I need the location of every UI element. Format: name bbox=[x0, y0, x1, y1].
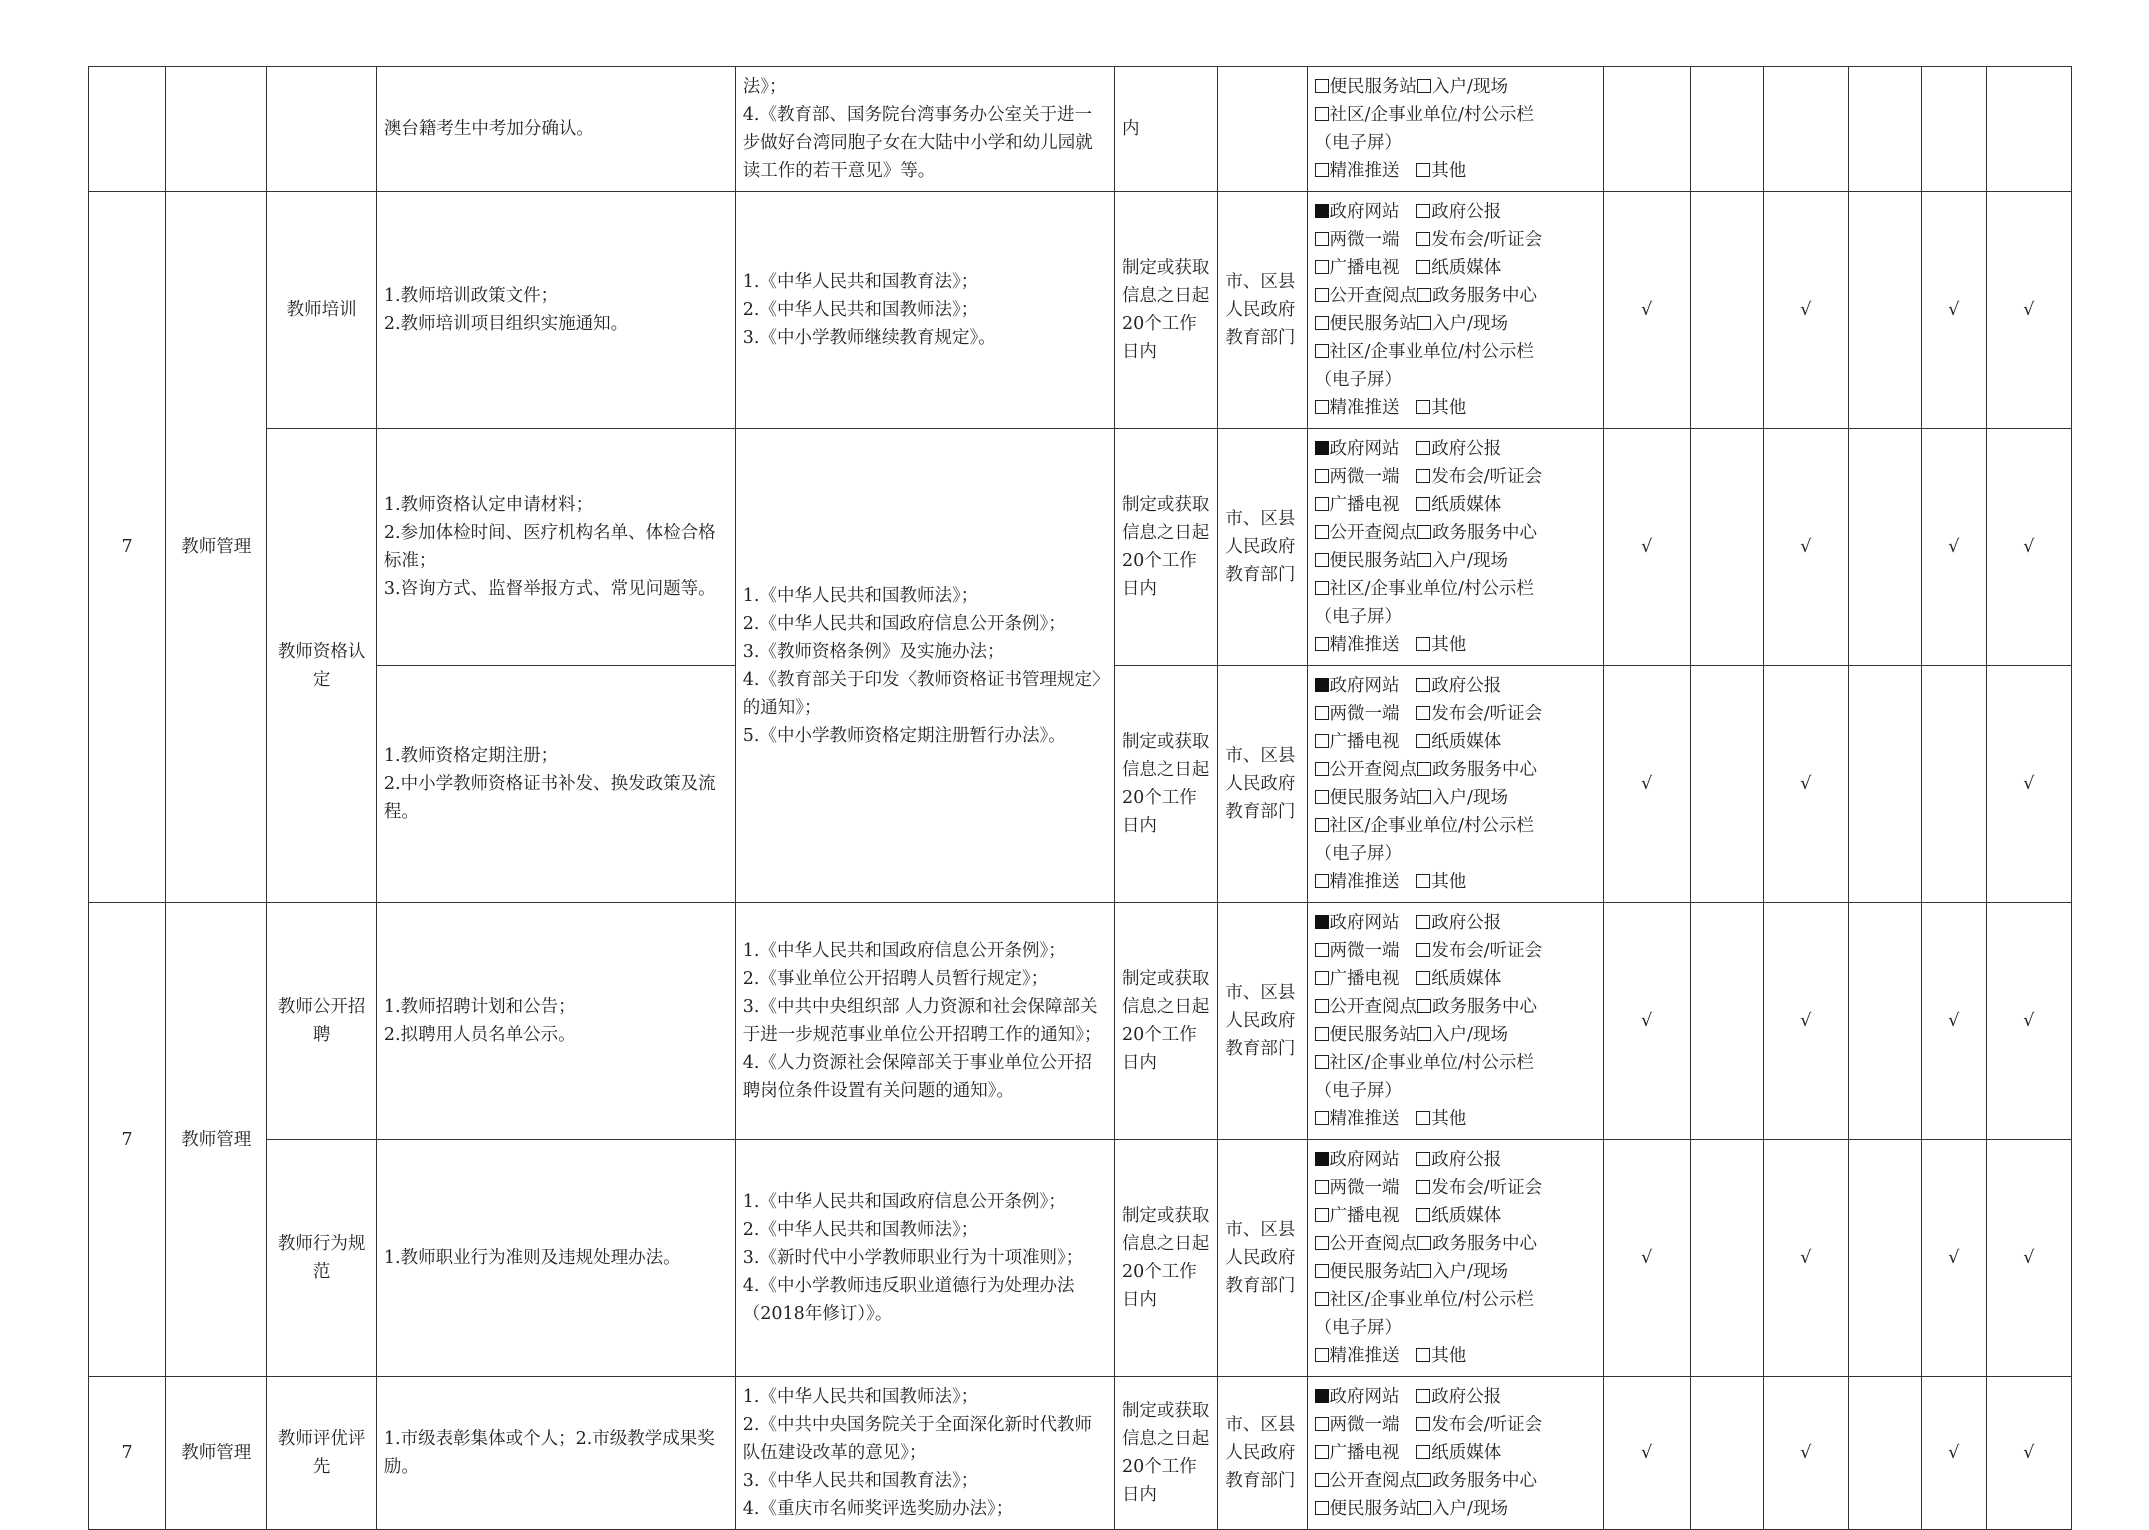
basis-cell: 1.《中华人民共和国政府信息公开条例》； 2.《事业单位公开招聘人员暂行规定》； 3.《中共中央组织部 人力资源和社会保障部关于进一步规范事业单位公开招聘工作的通知》； 4.《人力资源社会保障部关于事业单位公开招聘岗位条件设置有关问题的通知》。 bbox=[735, 903, 1114, 1140]
checkbox-icon bbox=[1315, 288, 1329, 302]
check-mark: √ bbox=[1921, 1140, 1986, 1377]
checkbox-icon bbox=[1315, 1180, 1329, 1194]
checkbox-icon bbox=[1416, 1348, 1430, 1362]
channel-cell: 政府网站 政府公报 两微一端 发布会/听证会 广播电视 纸质媒体 公开查阅点 政务服务中心 便民服务站 入户/现场 社区/企事业单位/村公示栏 （电子屏） 精准推送 其他 bbox=[1307, 1140, 1603, 1377]
checkbox-checked-icon bbox=[1315, 678, 1329, 692]
seq-cell: 7 bbox=[89, 903, 166, 1377]
table-row bbox=[89, 67, 2072, 192]
category-cell: 教师管理 bbox=[166, 1377, 267, 1530]
category-cell: 教师管理 bbox=[166, 192, 267, 903]
check-mark: √ bbox=[1763, 903, 1848, 1140]
check-mark: √ bbox=[1921, 1377, 1986, 1530]
checkbox-icon bbox=[1417, 288, 1431, 302]
mark-cell bbox=[1848, 1377, 1921, 1530]
checkbox-icon bbox=[1315, 1473, 1329, 1487]
mark-cell bbox=[1690, 429, 1763, 666]
item-cell bbox=[267, 67, 376, 192]
checkbox-icon bbox=[1417, 999, 1431, 1013]
check-mark: √ bbox=[1603, 429, 1690, 666]
table-row bbox=[89, 903, 2072, 1140]
checkbox-icon bbox=[1417, 790, 1431, 804]
channel-cell: 政府网站 政府公报 两微一端 发布会/听证会 广播电视 纸质媒体 公开查阅点 政务服务中心 便民服务站 入户/现场 社区/企事业单位/村公示栏 （电子屏） 精准推送 其他 bbox=[1307, 903, 1603, 1140]
mark-cell bbox=[1848, 67, 1921, 192]
mark-cell bbox=[1690, 67, 1763, 192]
time-text: 内 bbox=[1121, 119, 1140, 139]
item-cell: 教师公开招聘 bbox=[267, 903, 376, 1140]
basis-line: 4.《教育部、国务院台湾事务办公室关于进一步做好台湾同胞子女在大陆中小学和幼儿园就读工作的若干意见》等。 bbox=[742, 105, 1093, 181]
checkbox-icon bbox=[1416, 1445, 1430, 1459]
checkbox-icon bbox=[1416, 204, 1430, 218]
content-cell: 1.教师培训政策文件； 2.教师培训项目组织实施通知。 bbox=[376, 192, 735, 429]
check-mark: √ bbox=[1986, 1140, 2071, 1377]
mark-cell bbox=[1690, 666, 1763, 903]
item-cell: 教师培训 bbox=[267, 192, 376, 429]
checkbox-icon bbox=[1315, 1111, 1329, 1125]
time-cell: 制定或获取信息之日起20个工作日内 bbox=[1114, 192, 1217, 429]
mark-cell bbox=[1690, 1140, 1763, 1377]
dept-cell bbox=[1218, 67, 1307, 192]
checkbox-icon bbox=[1416, 1417, 1430, 1431]
checkbox-icon bbox=[1416, 441, 1430, 455]
checkbox-icon bbox=[1417, 316, 1431, 330]
check-mark: √ bbox=[1921, 429, 1986, 666]
checkbox-icon bbox=[1315, 1348, 1329, 1362]
checkbox-icon bbox=[1315, 1264, 1329, 1278]
table-row bbox=[89, 1140, 2072, 1377]
checkbox-icon bbox=[1315, 999, 1329, 1013]
basis-cell: 1.《中华人民共和国教师法》； 2.《中华人民共和国政府信息公开条例》； 3.《教师资格条例》及实施办法； 4.《教育部关于印发〈教师资格证书管理规定〉的通知》； 5.《中小学教师资格定期注册暂行办法》。 bbox=[735, 429, 1114, 903]
time-cell: 制定或获取信息之日起20个工作日内 bbox=[1114, 666, 1217, 903]
time-cell: 制定或获取信息之日起20个工作日内 bbox=[1114, 1377, 1217, 1530]
check-mark: √ bbox=[1763, 192, 1848, 429]
checkbox-icon bbox=[1416, 232, 1430, 246]
check-mark: √ bbox=[1986, 666, 2071, 903]
checkbox-icon bbox=[1416, 637, 1430, 651]
checkbox-icon bbox=[1416, 260, 1430, 274]
mark-cell bbox=[1848, 1140, 1921, 1377]
channel-cell bbox=[1307, 67, 1603, 192]
checkbox-icon bbox=[1315, 400, 1329, 414]
dept-cell: 市、区县人民政府教育部门 bbox=[1218, 192, 1307, 429]
checkbox-icon bbox=[1315, 79, 1329, 93]
checkbox-icon bbox=[1315, 1236, 1329, 1250]
check-mark: √ bbox=[1921, 903, 1986, 1140]
seq-cell bbox=[89, 67, 166, 192]
checkbox-icon bbox=[1315, 163, 1329, 177]
channel-line: 社区/企事业单位/村公示栏 bbox=[1315, 101, 1596, 129]
checkbox-icon bbox=[1315, 316, 1329, 330]
check-mark: √ bbox=[1921, 192, 1986, 429]
checkbox-icon bbox=[1315, 344, 1329, 358]
channel-cell: 政府网站 政府公报 两微一端 发布会/听证会 广播电视 纸质媒体 公开查阅点 政务服务中心 便民服务站 入户/现场 社区/企事业单位/村公示栏 （电子屏） 精准推送 其他 bbox=[1307, 666, 1603, 903]
mark-cell bbox=[1690, 1377, 1763, 1530]
checkbox-icon bbox=[1315, 1027, 1329, 1041]
channel-cell: 政府网站 政府公报 两微一端 发布会/听证会 广播电视 纸质媒体 公开查阅点 政务服务中心 便民服务站 入户/现场 bbox=[1307, 1377, 1603, 1530]
checkbox-icon bbox=[1315, 1445, 1329, 1459]
check-mark: √ bbox=[1603, 903, 1690, 1140]
checkbox-icon bbox=[1315, 734, 1329, 748]
checkbox-checked-icon bbox=[1315, 441, 1329, 455]
mark-cell bbox=[1603, 67, 1690, 192]
content-cell: 1.市级表彰集体或个人；2.市级教学成果奖励。 bbox=[376, 1377, 735, 1530]
mark-cell bbox=[1690, 903, 1763, 1140]
checkbox-icon bbox=[1417, 553, 1431, 567]
checkbox-icon bbox=[1315, 232, 1329, 246]
checkbox-icon bbox=[1417, 762, 1431, 776]
check-mark: √ bbox=[1603, 1377, 1690, 1530]
mark-cell bbox=[1848, 903, 1921, 1140]
checkbox-checked-icon bbox=[1315, 1152, 1329, 1166]
checkbox-icon bbox=[1315, 706, 1329, 720]
checkbox-icon bbox=[1416, 678, 1430, 692]
checkbox-icon bbox=[1315, 553, 1329, 567]
time-cell: 制定或获取信息之日起20个工作日内 bbox=[1114, 429, 1217, 666]
basis-cell bbox=[735, 67, 1114, 192]
table-row bbox=[89, 192, 2072, 429]
check-mark: √ bbox=[1603, 192, 1690, 429]
checkbox-icon bbox=[1417, 1264, 1431, 1278]
check-mark: √ bbox=[1986, 429, 2071, 666]
checkbox-icon bbox=[1416, 1389, 1430, 1403]
item-cell: 教师行为规范 bbox=[267, 1140, 376, 1377]
content-cell: 1.教师资格定期注册； 2.中小学教师资格证书补发、换发政策及流程。 bbox=[376, 666, 735, 903]
dept-cell: 市、区县人民政府教育部门 bbox=[1218, 1377, 1307, 1530]
checkbox-icon bbox=[1416, 706, 1430, 720]
mark-cell bbox=[1921, 67, 1986, 192]
channel-cell: 政府网站 政府公报 两微一端 发布会/听证会 广播电视 纸质媒体 公开查阅点 政务服务中心 便民服务站 入户/现场 社区/企事业单位/村公示栏 （电子屏） 精准推送 其他 bbox=[1307, 192, 1603, 429]
checkbox-icon bbox=[1417, 1501, 1431, 1515]
content-cell: 1.教师招聘计划和公告； 2.拟聘用人员名单公示。 bbox=[376, 903, 735, 1140]
checkbox-icon bbox=[1315, 1208, 1329, 1222]
checkbox-checked-icon bbox=[1315, 1389, 1329, 1403]
check-mark: √ bbox=[1603, 1140, 1690, 1377]
checkbox-icon bbox=[1315, 971, 1329, 985]
category-cell bbox=[166, 67, 267, 192]
check-mark: √ bbox=[1763, 666, 1848, 903]
checkbox-icon bbox=[1315, 469, 1329, 483]
mark-cell bbox=[1848, 192, 1921, 429]
table-row bbox=[89, 1377, 2072, 1530]
content-cell bbox=[376, 67, 735, 192]
checkbox-icon bbox=[1416, 1208, 1430, 1222]
seq-cell: 7 bbox=[89, 1377, 166, 1530]
checkbox-icon bbox=[1315, 1501, 1329, 1515]
check-mark: √ bbox=[1986, 1377, 2071, 1530]
mark-cell bbox=[1986, 67, 2071, 192]
content-cell: 1.教师资格认定申请材料； 2.参加体检时间、医疗机构名单、体检合格标准； 3.咨询方式、监督举报方式、常见问题等。 bbox=[376, 429, 735, 666]
checkbox-icon bbox=[1416, 915, 1430, 929]
content-cell: 1.教师职业行为准则及违规处理办法。 bbox=[376, 1140, 735, 1377]
checkbox-icon bbox=[1315, 107, 1329, 121]
checkbox-icon bbox=[1315, 497, 1329, 511]
check-mark: √ bbox=[1603, 666, 1690, 903]
checkbox-icon bbox=[1416, 1152, 1430, 1166]
dept-cell: 市、区县人民政府教育部门 bbox=[1218, 666, 1307, 903]
content-text: 澳台籍考生中考加分确认。 bbox=[383, 119, 594, 139]
item-cell: 教师评优评先 bbox=[267, 1377, 376, 1530]
checkbox-icon bbox=[1417, 1027, 1431, 1041]
basis-cell: 1.《中华人民共和国教育法》； 2.《中华人民共和国教师法》； 3.《中小学教师继续教育规定》。 bbox=[735, 192, 1114, 429]
checkbox-icon bbox=[1416, 469, 1430, 483]
checkbox-icon bbox=[1417, 1473, 1431, 1487]
checkbox-icon bbox=[1315, 1055, 1329, 1069]
checkbox-icon bbox=[1315, 260, 1329, 274]
dept-cell: 市、区县人民政府教育部门 bbox=[1218, 1140, 1307, 1377]
checkbox-icon bbox=[1416, 971, 1430, 985]
checkbox-icon bbox=[1315, 581, 1329, 595]
channel-cell: 政府网站 政府公报 两微一端 发布会/听证会 广播电视 纸质媒体 公开查阅点 政务服务中心 便民服务站 入户/现场 社区/企事业单位/村公示栏 （电子屏） 精准推送 其他 bbox=[1307, 429, 1603, 666]
check-mark: √ bbox=[1986, 192, 2071, 429]
check-mark: √ bbox=[1763, 429, 1848, 666]
checkbox-icon bbox=[1416, 163, 1430, 177]
mark-cell bbox=[1848, 666, 1921, 903]
dept-cell: 市、区县人民政府教育部门 bbox=[1218, 429, 1307, 666]
checkbox-icon bbox=[1417, 79, 1431, 93]
checkbox-icon bbox=[1416, 943, 1430, 957]
dept-cell: 市、区县人民政府教育部门 bbox=[1218, 903, 1307, 1140]
category-cell: 教师管理 bbox=[166, 903, 267, 1377]
seq-cell: 7 bbox=[89, 192, 166, 903]
checkbox-icon bbox=[1416, 497, 1430, 511]
mark-cell bbox=[1690, 192, 1763, 429]
checkbox-icon bbox=[1315, 818, 1329, 832]
channel-line: 便民服务站 入户/现场 bbox=[1315, 73, 1596, 101]
checkbox-icon bbox=[1315, 1292, 1329, 1306]
channel-line: （电子屏） bbox=[1314, 133, 1403, 153]
checkbox-icon bbox=[1416, 874, 1430, 888]
checkbox-icon bbox=[1416, 400, 1430, 414]
checkbox-icon bbox=[1417, 525, 1431, 539]
basis-line: 法》； bbox=[742, 77, 787, 97]
disclosure-table bbox=[88, 66, 2072, 1530]
checkbox-checked-icon bbox=[1315, 204, 1329, 218]
checkbox-icon bbox=[1315, 943, 1329, 957]
checkbox-icon bbox=[1416, 1111, 1430, 1125]
time-cell: 制定或获取信息之日起20个工作日内 bbox=[1114, 903, 1217, 1140]
checkbox-icon bbox=[1315, 762, 1329, 776]
mark-cell bbox=[1763, 67, 1848, 192]
checkbox-icon bbox=[1315, 525, 1329, 539]
checkbox-icon bbox=[1315, 1417, 1329, 1431]
channel-line: 精准推送 其他 bbox=[1315, 157, 1596, 185]
time-cell bbox=[1114, 67, 1217, 192]
basis-cell: 1.《中华人民共和国教师法》； 2.《中共中央国务院关于全面深化新时代教师队伍建设改革的意见》； 3.《中华人民共和国教育法》； 4.《重庆市名师奖评选奖励办法》； bbox=[735, 1377, 1114, 1530]
check-mark: √ bbox=[1986, 903, 2071, 1140]
checkbox-icon bbox=[1416, 1180, 1430, 1194]
checkbox-checked-icon bbox=[1315, 915, 1329, 929]
mark-cell bbox=[1921, 666, 1986, 903]
mark-cell bbox=[1848, 429, 1921, 666]
basis-cell: 1.《中华人民共和国政府信息公开条例》； 2.《中华人民共和国教师法》； 3.《新时代中小学教师职业行为十项准则》； 4.《中小学教师违反职业道德行为处理办法（2018年修订）》。 bbox=[735, 1140, 1114, 1377]
checkbox-icon bbox=[1315, 637, 1329, 651]
checkbox-icon bbox=[1416, 734, 1430, 748]
time-cell: 制定或获取信息之日起20个工作日内 bbox=[1114, 1140, 1217, 1377]
checkbox-icon bbox=[1417, 1236, 1431, 1250]
check-mark: √ bbox=[1763, 1377, 1848, 1530]
checkbox-icon bbox=[1315, 874, 1329, 888]
item-cell: 教师资格认定 bbox=[267, 429, 376, 903]
check-mark: √ bbox=[1763, 1140, 1848, 1377]
table-row bbox=[89, 429, 2072, 666]
checkbox-icon bbox=[1315, 790, 1329, 804]
